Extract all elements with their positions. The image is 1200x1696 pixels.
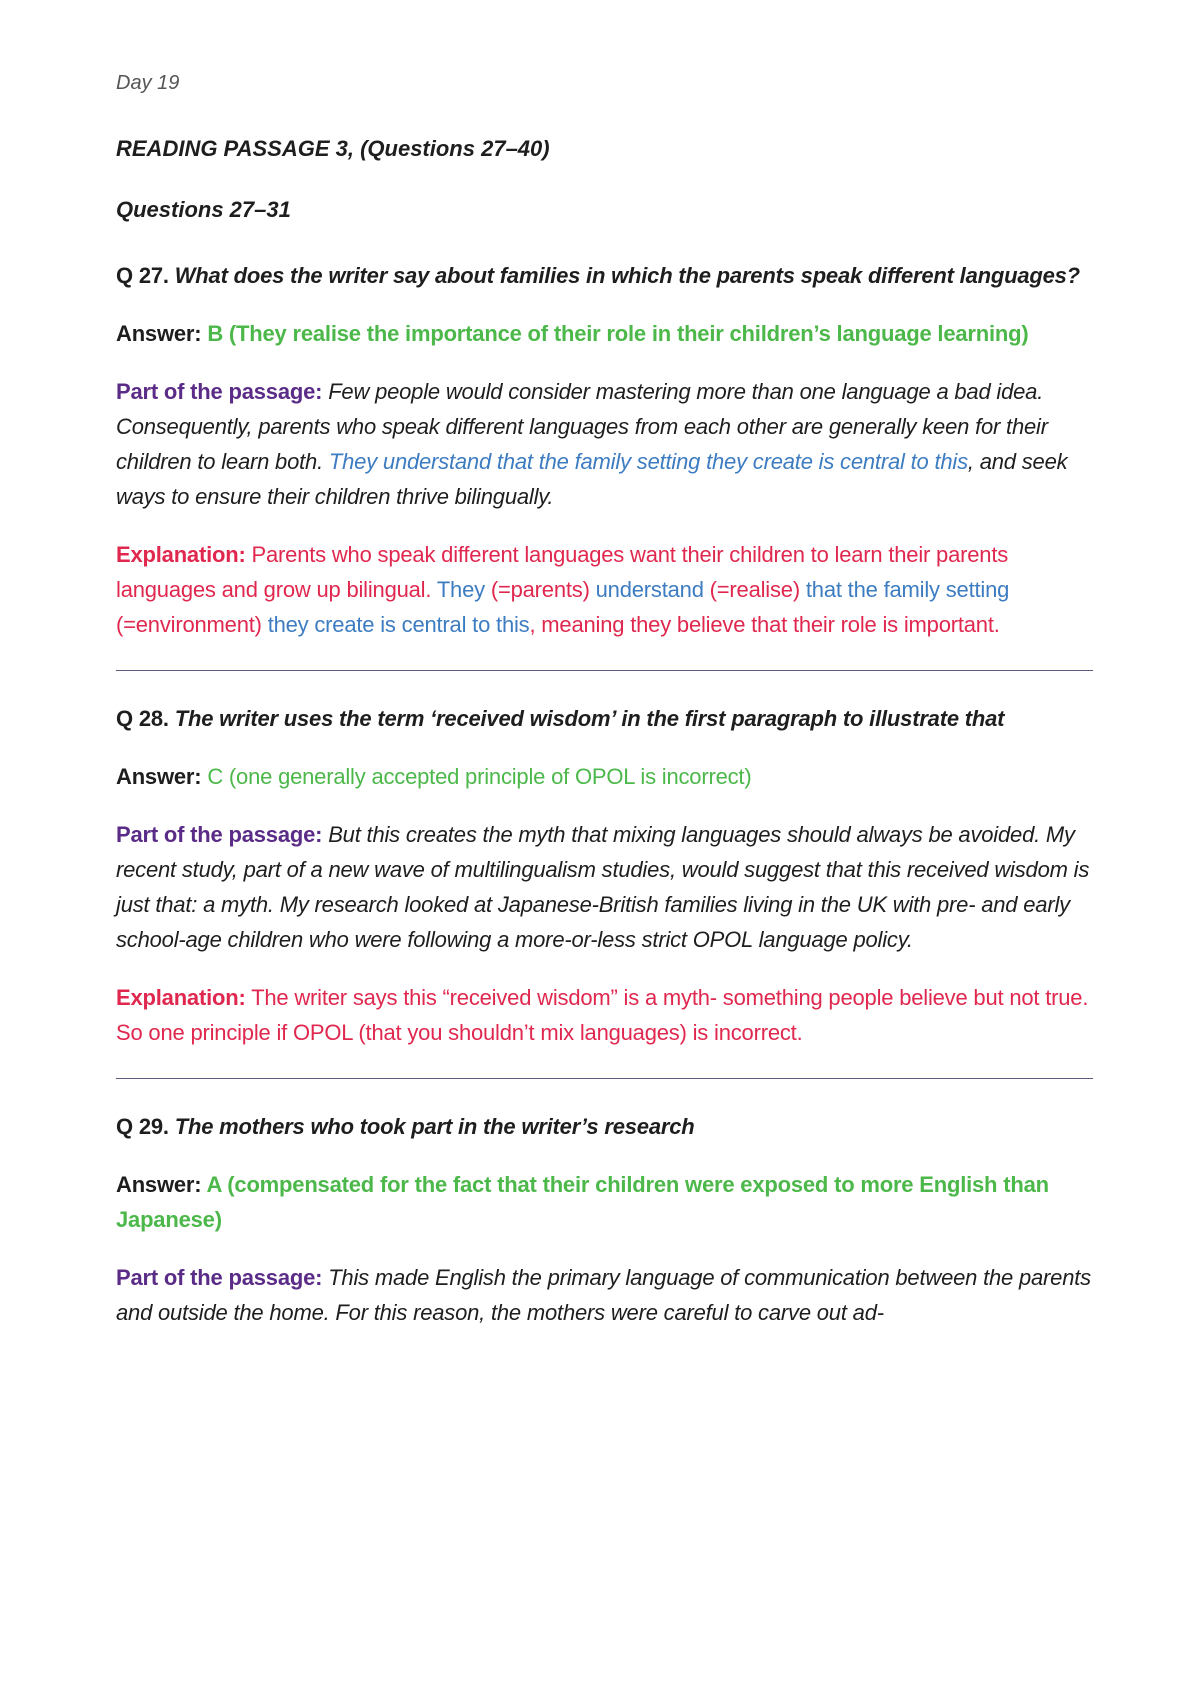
question-27 [116,258,1093,642]
passage-text-end: , and seek ways to ensure their children thrive bilingually. [116,449,1068,509]
day-label: Day 19 [116,72,180,94]
explanation-gloss: (=parents) [484,577,596,602]
section-divider [116,1078,1093,1079]
question-27-explanation [116,537,1093,642]
question-28-prompt [116,701,1093,736]
part-label: Part of the passage: [116,822,323,847]
passage-text: Few people would consider mastering more than one language a bad idea. Consequently, parents who speak different languages from each other are generally keen for their children to learn both. [116,379,1048,474]
section-divider [116,670,1093,671]
question-28-number: Q 28. [116,706,169,731]
question-27-passage [116,374,1093,514]
explanation-highlight: They [436,577,485,602]
answer-text: C (one generally accepted principle of OPOL is incorrect) [201,764,752,789]
explanation-highlight: understand [595,577,704,602]
answer-text: B (They realise the importance of their role in their children’s language learning) [201,321,1029,346]
question-29-text: The mothers who took part in the writer’s research [168,1114,695,1139]
explanation-gloss: (=realise) [703,577,806,602]
question-28 [116,701,1093,1050]
answer-label: Answer: [116,764,202,789]
passage-text: This made English the primary language of communication between the parents and outside the home. For this reason, the mothers were careful to carve out ad- [116,1265,1091,1325]
question-27-answer [116,316,1093,351]
answer-label: Answer: [116,1172,202,1197]
passage-text: But this creates the myth that mixing languages should always be avoided. My recent study, part of a new wave of multilingualism studies, would suggest that this received wisdom is just that: a myth. My research looked at Japanese-British families living in the UK with pre- and early school-age children who were following a more-or-less strict OPOL language policy. [116,822,1090,952]
passage-heading: READING PASSAGE 3, (Questions 27–40) [116,136,550,161]
explanation-label: Explanation: [116,542,246,567]
explanation-gloss: (=environment) [116,612,268,637]
part-label: Part of the passage: [116,379,323,404]
explanation-highlight: they create is central to this [267,612,530,637]
question-29-number: Q 29. [116,1114,169,1139]
answer-text: A (compensated for the fact that their children were exposed to more English than Japanese) [116,1172,1049,1232]
part-label: Part of the passage: [116,1265,323,1290]
question-28-explanation [116,980,1093,1050]
answer-label: Answer: [116,321,202,346]
question-27-number: Q 27. [116,263,169,288]
explanation-text: The writer says this “received wisdom” is a myth- something people believe but not true. So one principle if OPOL (that you shouldn’t mix languages) is incorrect. [116,985,1089,1045]
question-28-passage [116,817,1093,957]
question-27-prompt [116,258,1093,293]
explanation-highlight: that the family setting [805,577,1010,602]
question-28-answer [116,759,1093,794]
question-29-passage [116,1260,1093,1330]
question-28-text: The writer uses the term ‘received wisdom’ in the first paragraph to illustrate that [168,706,1005,731]
question-27-text: What does the writer say about families in which the parents speak different languages? [168,263,1080,288]
explanation-label: Explanation: [116,985,246,1010]
questions-heading: Questions 27–31 [116,197,291,222]
explanation-text: Parents who speak different languages want their children to learn their parents languages and grow up bilingual. [116,542,1009,602]
question-29-prompt [116,1109,1093,1144]
question-29 [116,1109,1093,1330]
explanation-text-end: , meaning they believe that their role is important. [529,612,1000,637]
passage-highlight: They understand that the family setting they create is central to this [328,449,968,474]
question-29-answer [116,1167,1093,1237]
